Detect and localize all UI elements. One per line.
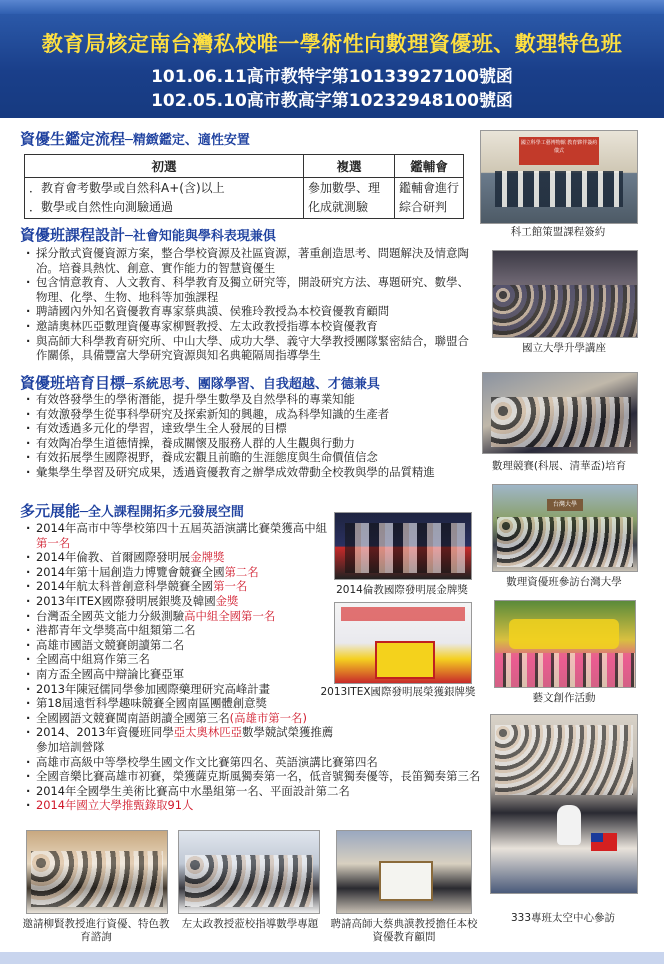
list-item-text: 第18屆遠哲科學趣味競賽全國南區團體創意獎 <box>36 696 267 711</box>
identification-flow-table <box>24 154 464 219</box>
list-item-highlight: 亞太奧林匹亞 <box>173 725 243 740</box>
list-item-highlight: (高雄市第一名) <box>229 710 307 725</box>
caption: 左太政教授蒞校指導數學專題 <box>181 918 319 930</box>
list-item <box>26 784 486 799</box>
list-item <box>26 550 336 565</box>
photo-university-lecture <box>492 250 638 338</box>
photo-professor-liu-consultation <box>26 830 168 914</box>
caption: 藝文創作活動 <box>532 692 596 704</box>
caption: 聘請高師大蔡典謨教授擔任本校資優教育顧問 <box>330 918 478 943</box>
list-item-highlight: 2014年國立大學推甄錄取91人 <box>36 798 194 813</box>
curriculum-list <box>26 246 476 363</box>
photo-professor-zuo-guidance <box>178 830 320 914</box>
section-title-text: 資優班培育目標 <box>20 374 126 392</box>
list-item <box>26 725 336 754</box>
photo-banner: 國立科學工藝博物館 教育夥伴簽約儀式 <box>519 137 599 165</box>
footer-bar <box>0 952 664 964</box>
list-item-highlight: 金獎 <box>215 593 239 608</box>
list-item-highlight: 第一名 <box>213 579 248 594</box>
document-number-2: 102.05.10高市教高字第10232948100號函 <box>151 91 513 111</box>
list-item <box>26 755 486 770</box>
list-item: · 採分散式資優資源方案，整合學校資源及社區資源，著重創造思考、問題解決及情意陶冶。培養具熱忱、創意、實作能力的智慧資優生 <box>26 246 476 275</box>
list-item-highlight: 高中組全國第一名 <box>184 608 276 623</box>
header-banner <box>0 0 664 118</box>
caption: 數理競賽(科展、清華盃)培育 <box>491 460 627 472</box>
list-item-text: 2014年第十屆創造力博覽會競賽全國 <box>36 564 225 579</box>
photo-museum-signing <box>480 130 638 224</box>
list-item-text: 港都青年文學獎高中組類第二名 <box>36 623 196 638</box>
page-title: 教育局核定南台灣私校唯一學術性向數理資優班、數理特色班 <box>41 32 623 56</box>
list-item-text: 南方盃全國高中辯論比賽亞軍 <box>36 666 185 681</box>
photo-arts-activity <box>494 600 636 688</box>
photo-space-center-visit <box>490 714 638 894</box>
list-item-text: 2014年全國學生美術比賽高中水墨組第一名、平面設計第二名 <box>36 783 350 798</box>
list-item-text: 數學競試榮獲推薦參加培訓營隊 <box>36 725 334 754</box>
list-item-highlight: 第一名 <box>36 535 71 550</box>
flow-cell-committee: 鑑輔會進行綜合研判 <box>395 178 464 219</box>
list-item <box>26 594 336 609</box>
list-item-text: 台灣盃全國英文能力分級測驗 <box>36 608 185 623</box>
list-item: · 聘請國內外知名資優教育專家蔡典謨、侯雅玲教授為本校資優教育顧問 <box>26 304 476 319</box>
list-item-highlight: 金牌獎 <box>190 550 225 565</box>
list-item <box>26 798 486 813</box>
list-item: · 有效激發學生從事科學研究及探索新知的興趣，成為科學知識的生產者 <box>26 407 476 422</box>
section-title-text: 多元展能 <box>20 502 81 520</box>
list-item-text: 全國高中組寫作第三名 <box>36 652 150 667</box>
list-item <box>26 652 336 667</box>
flow-header-committee: 鑑輔會 <box>395 155 464 178</box>
list-item-text: 全國國語文競賽閩南語朗讀全國第三名 <box>36 710 230 725</box>
section-talents-title <box>20 500 244 521</box>
flow-criterion: ．教育會考數學或自然科A+(含)以上 <box>29 181 225 195</box>
list-item: · 有效啓發學生的學術潛能，提升學生數學及自然學科的專業知能 <box>26 392 476 407</box>
caption: 333專班太空中心參訪 <box>510 912 616 924</box>
list-item <box>26 667 336 682</box>
caption: 國立大學升學講座 <box>522 342 606 354</box>
photo-london-invention-gold <box>334 512 472 580</box>
list-item: · 邀請奧林匹亞數理資優專家柳賢教授、左太政教授指導本校資優教育 <box>26 319 476 334</box>
list-item <box>26 696 336 711</box>
list-item-highlight: 第二名 <box>224 564 259 579</box>
document-number-1: 101.06.11高市教特字第10133927100號函 <box>151 67 513 87</box>
caption: 科工館策盟課程簽約 <box>510 226 606 238</box>
list-item-text: 2013年ITEX國際發明展銀獎及韓國 <box>36 593 216 608</box>
list-item: · 包含情意教育、人文教育、科學教育及獨立研究等，開設研究方法、專題研究、數學、物理、化學、生物、地科等加強課程 <box>26 275 476 304</box>
flow-criterion: ．數學或自然性向測驗通過 <box>29 200 174 214</box>
caption: 2014倫教國際發明展金牌獎 <box>336 584 468 596</box>
goals-list <box>26 392 476 480</box>
flow-header-second: 複選 <box>304 155 395 178</box>
photo-board: 台灣大學 <box>547 499 583 511</box>
section-curriculum-title <box>20 224 276 245</box>
list-item: · 有效陶冶學生道德情操，養成關懷及服務人群的人生觀與行動力 <box>26 436 476 451</box>
photo-professor-tsai-appointment <box>336 830 472 914</box>
list-item <box>26 623 336 638</box>
list-item-text: 2014年倫教、首爾國際發明展 <box>36 550 191 565</box>
list-item: · 彙集學生學習及研究成果，透過資優教育之辦學成效帶動全校教與學的品質精進 <box>26 465 476 480</box>
list-item <box>26 521 336 550</box>
section-subtitle-text: ─精緻鑑定、適性安置 <box>125 133 250 148</box>
caption: 2013ITEX國際發明展榮獲銀牌獎 <box>320 686 476 698</box>
section-identification-title <box>20 128 250 149</box>
list-item-text: 高雄市國語文競賽朗讀第二名 <box>36 637 185 652</box>
section-goals-title <box>20 372 380 393</box>
flow-header-preliminary: 初選 <box>25 155 304 178</box>
list-item: · 有效透過多元化的學習，達致學生全人發展的目標 <box>26 421 476 436</box>
header-stripe <box>0 0 664 14</box>
photo-science-competition <box>482 372 638 454</box>
caption: 邀請柳賢教授進行資優、特色教育諮詢 <box>22 918 170 943</box>
list-item: · 有效拓展學生國際視野，養成宏觀且前瞻的生涯態度與生命價值信念 <box>26 450 476 465</box>
caption: 數理資優班參訪台灣大學 <box>506 576 622 588</box>
list-item <box>26 711 336 726</box>
list-item: · 與高師大科學教育研究所、中山大學、成功大學、義守大學教授團隊緊密結合，聯盟合作關係，具備豐富大學研究資源與知名典範隔周指導學生 <box>26 334 476 363</box>
list-item-text: 2014、2013年資優班同學 <box>36 725 174 740</box>
section-subtitle-text: ─全人課程開拓多元發展空間 <box>80 505 244 520</box>
flag-icon <box>591 833 617 851</box>
flow-cell-second: 參加數學、理化成就測驗 <box>304 178 395 219</box>
list-item <box>26 682 336 697</box>
flow-cell-preliminary <box>25 178 304 219</box>
section-subtitle-text: ─社會知能與學科表現兼俱 <box>125 229 276 244</box>
list-item <box>26 769 486 784</box>
list-item-text: 高雄市高級中等學校學生國文作文比賽第四名、英語演講比賽第四名 <box>36 754 378 769</box>
list-item <box>26 565 336 580</box>
section-subtitle-text: ─系統思考、團隊學習、自我超越、才德兼具 <box>125 377 380 392</box>
section-title-text: 資優生鑑定流程 <box>20 130 126 148</box>
list-item <box>26 638 336 653</box>
section-title-text: 資優班課程設計 <box>20 226 126 244</box>
list-item-text: 2013年陳冠儒同學參加國際藥理研究高峰計畫 <box>36 681 271 696</box>
list-item <box>26 579 336 594</box>
list-item-text: 2014年高市中等學校第四十五屆英語演講比賽榮獲高中組 <box>36 521 327 535</box>
photo-ntu-visit <box>492 484 638 572</box>
list-item-text: 2014年航太科普創意科學競賽全國 <box>36 579 214 594</box>
list-item <box>26 609 336 624</box>
photo-itex-silver <box>334 602 472 684</box>
list-item-text: 全國音樂比賽高雄市初賽，榮獲薩克斯風獨奏第一名，低音號獨奏優等，長笛獨奏第三名 <box>36 769 481 784</box>
